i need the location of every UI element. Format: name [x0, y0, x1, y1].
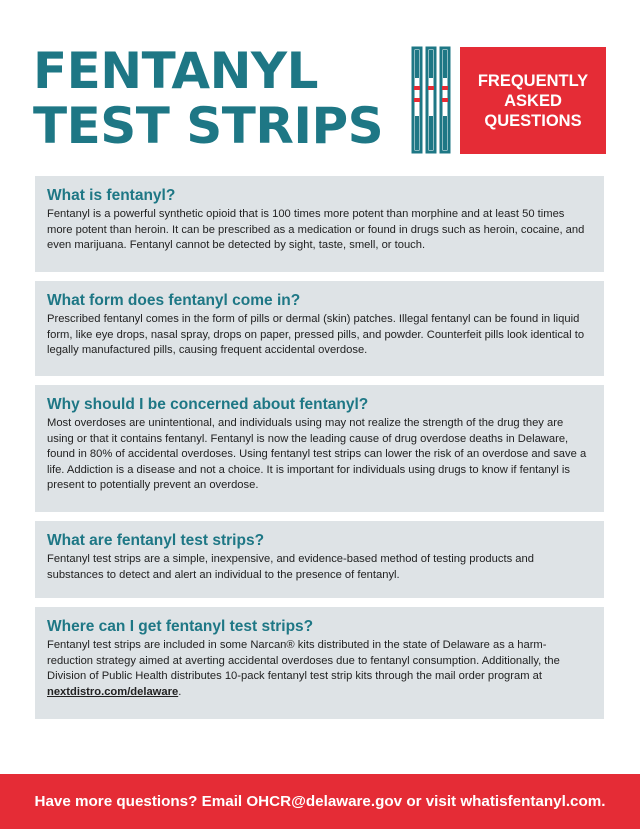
faq-answer-text: Fentanyl test strips are included in some Narcan® kits distributed in the state of Delaware as a harm-reduction strategy aimed at averting accidental overdoses due to fentanyl consumption. Additionally, the Division of Public Health distributes 10-pack fentanyl test strip kits through the mail order program at [47, 639, 560, 683]
faq-heading: Why should I be concerned about fentanyl? [47, 396, 369, 413]
header [0, 0, 640, 170]
test-strips-icon [411, 46, 451, 154]
faq-card-forms [35, 281, 604, 376]
title-line-2: TEST STRIPS [33, 97, 384, 155]
faq-heading: Where can I get fentanyl test strips? [47, 618, 314, 635]
title-line-1: FENTANYL [33, 42, 318, 100]
faq-answer: Fentanyl test strips are a simple, inexpensive, and evidence-based method of testing products and substances to detect and alert an individual to the presence of fentanyl. [47, 553, 534, 581]
faq-card-concern [35, 385, 604, 512]
footer-text: Have more questions? Email OHCR@delaware.gov or visit whatisfentanyl.com. [34, 793, 606, 810]
faq-card-what-is-fentanyl [35, 176, 604, 272]
faq-answer: Prescribed fentanyl comes in the form of pills or dermal (skin) patches. Illegal fentanyl can be found in liquid form, like eye drops, nasal spray, drops on paper, pressed pills, and powder. Counterfeit pills look identical to legally manufactured pills, causing frequent accidental overdose. [47, 313, 585, 357]
faq-answer: Fentanyl is a powerful synthetic opioid that is 100 times more potent than morphine and at least 50 times more potent than heroin. It can be prescribed as a medication or found in drugs such as heroin, cocaine, and even marijuana. Fentanyl cannot be detected by sight, taste, smell, or touch. [47, 208, 585, 252]
footer-banner [0, 774, 640, 829]
nextdistro-link[interactable]: nextdistro.com/delaware [47, 685, 179, 698]
faq-heading: What form does fentanyl come in? [47, 292, 301, 309]
faq-card-test-strips [35, 521, 604, 598]
faq-badge [460, 47, 606, 154]
faq-answer [47, 638, 592, 700]
faq-badge-text: FREQUENTLY ASKED QUESTIONS [477, 71, 589, 130]
faq-heading: What is fentanyl? [47, 187, 176, 204]
faq-card-where-to-get [35, 607, 604, 719]
faq-heading: What are fentanyl test strips? [47, 532, 265, 549]
faq-answer: Most overdoses are unintentional, and individuals using may not realize the strength of the drug they are using or that it contains fentanyl. Fentanyl is now the leading cause of drug overdose deaths in Delaware, found in 80% of accidental overdoses. Using fentanyl test strips can lower the risk of an overdose and save a life. Addiction is a disease and not a choice. It is important for individuals using drugs to know if fentanyl is present to potentially prevent an overdose. [47, 417, 587, 492]
faq-answer-end: . [178, 685, 182, 698]
